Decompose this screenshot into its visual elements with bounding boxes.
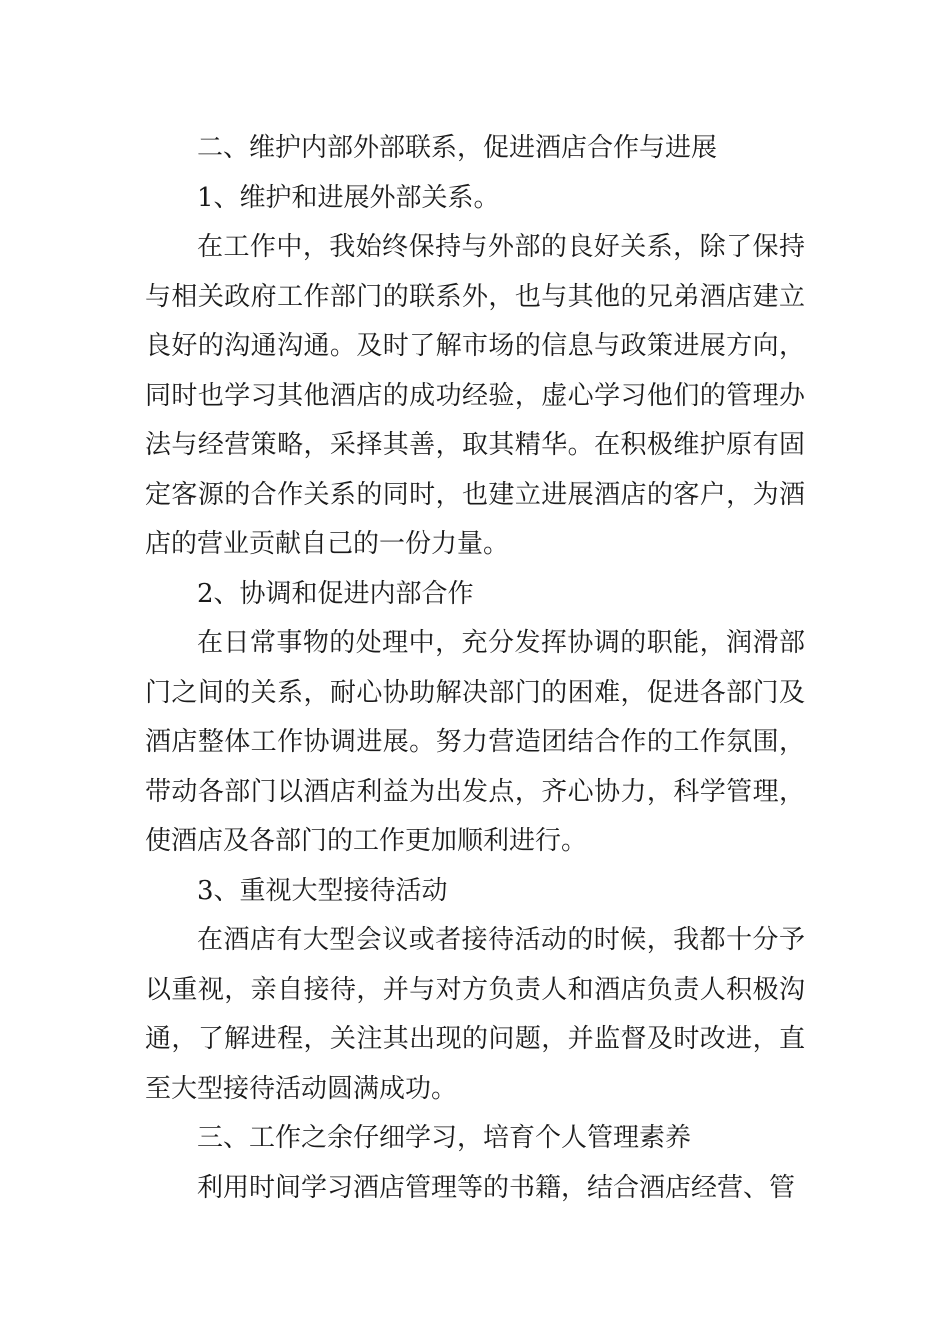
paragraph-reception-activities: 在酒店有大型会议或者接待活动的时候，我都十分予以重视，亲自接待，并与对方负责人和酒店负责人积极沟通，了解进程，关注其出现的问题，并监督及时改进，直至大型接待活动圆满成功。: [145, 925, 805, 1104]
subsection-heading-1: 1、维护和进展外部关系。: [197, 182, 500, 213]
subsection-heading-2: 2、协调和促进内部合作: [197, 578, 474, 609]
document-body: [145, 124, 805, 1213]
paragraph-study: 利用时间学习酒店管理等的书籍，结合酒店经营、管: [197, 1172, 796, 1203]
paragraph-external-relations: 在工作中，我始终保持与外部的良好关系，除了保持与相关政府工作部门的联系外，也与其他的兄弟酒店建立良好的沟通沟通。及时了解市场的信息与政策进展方向，同时也学习其他酒店的成功经验，虚心学习他们的管理办法与经营策略，采择其善，取其精华。在积极维护原有固定客源的合作关系的同时，也建立进展酒店的客户，为酒店的营业贡献自己的一份力量。: [145, 232, 805, 559]
paragraph-internal-cooperation: 在日常事物的处理中，充分发挥协调的职能，润滑部门之间的关系，耐心协助解决部门的困难，促进各部门及酒店整体工作协调进展。努力营造团结合作的工作氛围，带动各部门以酒店利益为出发点，齐心协力，科学管理，使酒店及各部门的工作更加顺利进行。: [145, 628, 805, 856]
section-heading-3: 三、工作之余仔细学习，培育个人管理素养: [197, 1123, 692, 1153]
subsection-heading-3: 3、重视大型接待活动: [197, 875, 448, 906]
section-heading-2: 二、维护内部外部联系，促进酒店合作与进展: [197, 133, 718, 163]
